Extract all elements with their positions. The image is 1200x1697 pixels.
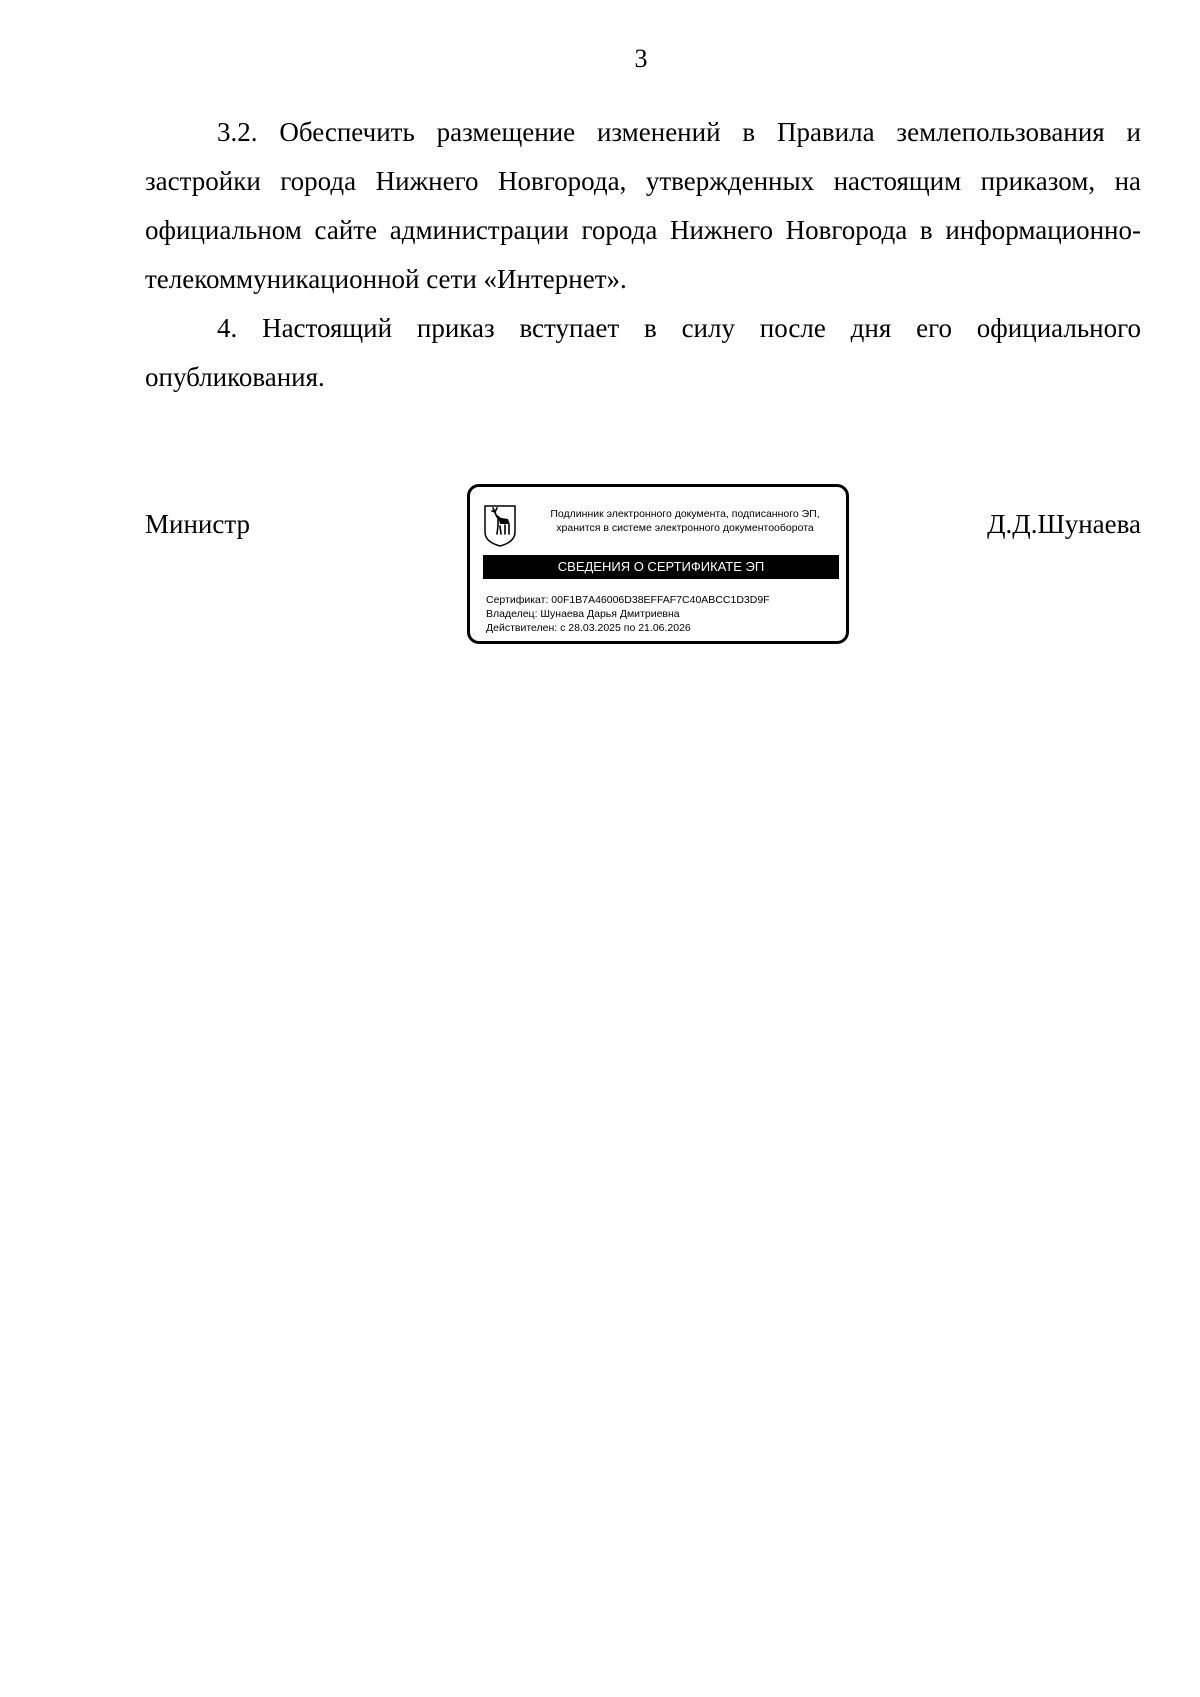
valid-from: 28.03.2025 [568,622,621,634]
valid-to-prefix: по [623,622,636,634]
signatory-name: Д.Д.Шунаева [987,509,1141,539]
stamp-details [486,593,770,635]
e-signature-stamp [467,484,849,644]
certificate-value: 00F1B7A46006D38EFFAF7C40ABCC1D3D9F [551,594,770,606]
stamp-title: СВЕДЕНИЯ О СЕРТИФИКАТЕ ЭП [483,555,839,579]
paragraph-4-last-line: опубликования. [145,362,325,392]
owner-row [486,607,770,621]
certificate-label: Сертификат: [486,594,549,606]
validity-row [486,621,770,635]
valid-to: 21.06.2026 [638,622,691,634]
paragraph-4 [145,304,1141,402]
valid-label: Действителен: [486,622,558,634]
stamp-header [530,507,840,535]
paragraph-3-2 [145,108,1141,304]
coat-of-arms-deer-icon [483,504,517,548]
signatory-position: Министр [145,509,250,539]
paragraph-4-text: 4. Настоящий приказ вступает в силу после дня его официального [217,313,1141,343]
page-number: 3 [634,44,648,73]
paragraph-3-2-last-line: информационно-телекоммуникационной сети «Интернет». [145,215,1141,294]
owner-label: Владелец: [486,608,538,620]
paragraph-3-2-text: 3.2. Обеспечить размещение изменений в Правила землепользования и застройки города Нижнего Новгорода, утвержденных настоящим приказом, на официальном сайте администрации города Нижнего Новгорода в [145,117,1141,245]
certificate-row [486,593,770,607]
stamp-header-line1: Подлинник электронного документа, подписанного ЭП, [550,508,820,520]
document-body [145,108,1141,402]
owner-value: Шунаева Дарья Дмитриевна [540,608,680,620]
valid-from-prefix: с [560,622,566,634]
stamp-header-line2: хранится в системе электронного документооборота [556,522,814,534]
